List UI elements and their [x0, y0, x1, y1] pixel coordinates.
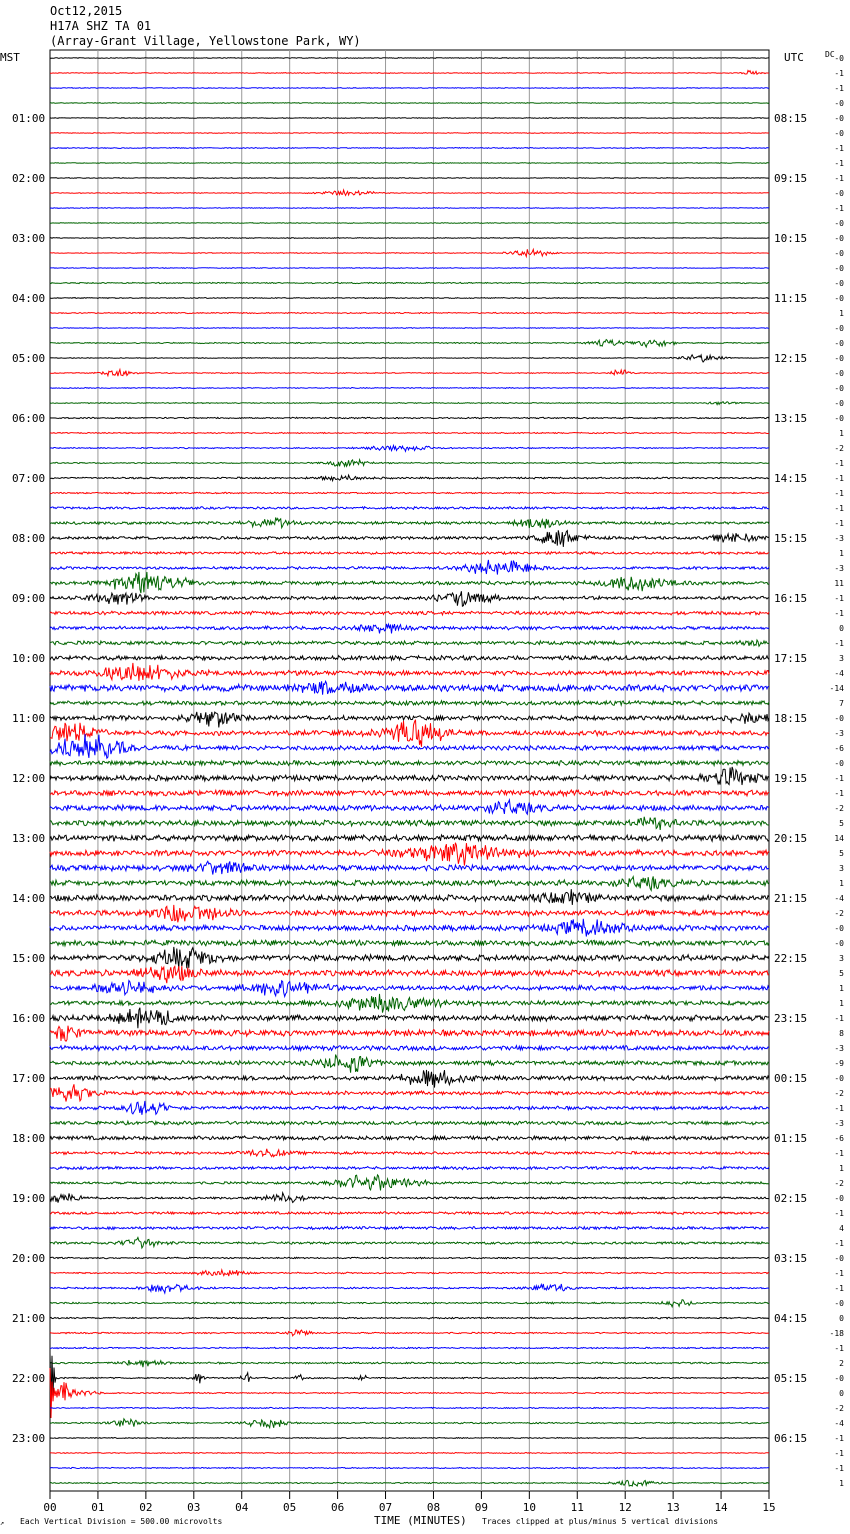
- dc-offset-label: -0: [834, 264, 844, 273]
- trace-row: [50, 1467, 769, 1468]
- dc-offset-label: -0: [834, 129, 844, 138]
- trace-row: [50, 552, 769, 555]
- right-time-label: 16:15: [774, 592, 808, 605]
- dc-offset-label: -6: [834, 744, 844, 753]
- left-time-label: 04:00: [12, 292, 46, 305]
- footer-corner-mark: ↗: [0, 1519, 5, 1527]
- dc-offset-label: 1: [839, 429, 844, 438]
- trace-row: [50, 947, 769, 968]
- trace-row: [50, 994, 769, 1013]
- header-station: H17A SHZ TA 01: [50, 19, 152, 33]
- trace-row: [50, 355, 769, 362]
- trace-row: [50, 640, 769, 646]
- trace-row: [50, 1360, 769, 1367]
- trace-row: [50, 1101, 769, 1115]
- dc-offset-label: -0: [834, 924, 844, 933]
- dc-offset-label: -0: [834, 1194, 844, 1203]
- trace-row: [50, 681, 769, 694]
- dc-offset-label: 5: [839, 849, 844, 858]
- dc-offset-label: -0: [834, 294, 844, 303]
- dc-offset-label: -1: [834, 1269, 844, 1278]
- trace-row: [50, 282, 769, 283]
- trace-row: [50, 1330, 769, 1336]
- trace-row: [50, 103, 769, 104]
- trace-row: [50, 1347, 769, 1349]
- trace-row: [50, 611, 769, 615]
- right-time-label: 11:15: [774, 292, 808, 305]
- dc-offset-label: -0: [834, 714, 844, 723]
- dc-offset-label: -3: [834, 534, 844, 543]
- trace-row: [50, 1026, 769, 1042]
- trace-row: [50, 460, 769, 467]
- dc-offset-label: -9: [834, 1059, 844, 1068]
- trace-row: [50, 1055, 769, 1073]
- dc-offset-label: -1: [834, 1344, 844, 1353]
- x-tick-label: 13: [666, 1501, 680, 1514]
- dc-offset-label: -1: [834, 1149, 844, 1158]
- right-time-label: 08:15: [774, 112, 808, 125]
- trace-row: [50, 446, 769, 452]
- left-time-label: 12:00: [12, 772, 46, 785]
- left-time-label: 13:00: [12, 832, 46, 845]
- trace-row: [50, 800, 769, 814]
- left-time-label: 21:00: [12, 1312, 46, 1325]
- trace-row: [50, 1480, 769, 1486]
- dc-offset-label: -1: [834, 789, 844, 798]
- dc-label: DC: [825, 50, 835, 59]
- trace-row: [50, 1008, 769, 1028]
- dc-offset-label: 2: [839, 1359, 844, 1368]
- dc-offset-label: -0: [834, 759, 844, 768]
- chart-labels: [12, 54, 844, 1514]
- trace-row: [50, 133, 769, 134]
- trace-row: [50, 148, 769, 149]
- dc-offset-label: -4: [834, 669, 844, 678]
- right-time-label: 09:15: [774, 172, 808, 185]
- dc-offset-label: -14: [829, 684, 844, 693]
- left-time-label: 14:00: [12, 892, 46, 905]
- trace-row: [50, 1084, 769, 1101]
- x-tick-label: 15: [762, 1501, 776, 1514]
- dc-offset-label: 7: [839, 699, 844, 708]
- dc-offset-label: -1: [834, 159, 844, 168]
- trace-row: [50, 1149, 769, 1157]
- dc-offset-label: -1: [834, 1449, 844, 1458]
- left-time-label: 10:00: [12, 652, 46, 665]
- trace-row: [50, 208, 769, 209]
- dc-offset-label: -1: [834, 1284, 844, 1293]
- right-time-label: 23:15: [774, 1012, 808, 1025]
- dc-offset-label: 3: [839, 954, 844, 963]
- dc-offset-label: -3: [834, 1119, 844, 1128]
- right-time-label: 13:15: [774, 412, 808, 425]
- trace-row: [50, 1284, 769, 1293]
- trace-row: [50, 238, 769, 239]
- trace-row: [50, 663, 769, 681]
- left-time-label: 05:00: [12, 352, 46, 365]
- trace-row: [50, 1300, 769, 1307]
- dc-offset-label: -1: [834, 174, 844, 183]
- dc-offset-label: -1: [834, 594, 844, 603]
- dc-offset-label: 1: [839, 999, 844, 1008]
- header-date: Oct12,2015: [50, 4, 123, 18]
- trace-row: [50, 475, 769, 481]
- dc-offset-label: 3: [839, 864, 844, 873]
- x-tick-label: 00: [43, 1501, 57, 1514]
- x-tick-label: 06: [330, 1501, 345, 1514]
- trace-row: [50, 190, 769, 195]
- trace-row: [50, 905, 769, 922]
- dc-offset-label: 1: [839, 984, 844, 993]
- left-time-label: 11:00: [12, 712, 46, 725]
- footer-scale-note: Each Vertical Division = 500.00 microvolts: [20, 1517, 223, 1526]
- dc-offset-label: -0: [834, 234, 844, 243]
- left-time-label: 02:00: [12, 172, 46, 185]
- dc-offset-label: -0: [834, 189, 844, 198]
- trace-row: [50, 249, 769, 256]
- trace-row: [50, 1407, 769, 1408]
- plot-frame: [50, 50, 769, 1491]
- right-time-label: 00:15: [774, 1072, 808, 1085]
- left-time-label: 19:00: [12, 1192, 46, 1205]
- trace-row: [50, 1070, 769, 1088]
- dc-offset-label: -1: [834, 204, 844, 213]
- dc-offset-label: -4: [834, 1419, 844, 1428]
- dc-offset-label: 0: [839, 624, 844, 633]
- right-time-label: 15:15: [774, 532, 808, 545]
- dc-offset-label: -0: [834, 249, 844, 258]
- dc-offset-label: -3: [834, 1044, 844, 1053]
- trace-row: [50, 178, 769, 179]
- trace-row: [50, 328, 769, 329]
- dc-offset-label: -1: [834, 144, 844, 153]
- dc-offset-label: -0: [834, 114, 844, 123]
- dc-offset-label: -1: [834, 639, 844, 648]
- dc-offset-label: -0: [834, 1074, 844, 1083]
- dc-offset-label: -2: [834, 909, 844, 918]
- trace-row: [50, 88, 769, 89]
- trace-row: [50, 298, 769, 299]
- trace-row: [50, 312, 769, 313]
- trace-row: [50, 71, 769, 75]
- trace-row: [50, 388, 769, 389]
- trace-row: [50, 761, 769, 766]
- dc-offset-label: -1: [834, 1104, 844, 1113]
- right-time-label: 05:15: [774, 1372, 808, 1385]
- trace-row: [50, 1317, 769, 1319]
- dc-offset-label: 5: [839, 819, 844, 828]
- left-time-label: 08:00: [12, 532, 46, 545]
- dc-offset-label: -2: [834, 804, 844, 813]
- dc-offset-label: -0: [834, 414, 844, 423]
- trace-row: [50, 1227, 769, 1230]
- trace-row: [50, 1046, 769, 1051]
- x-tick-label: 05: [283, 1501, 297, 1514]
- left-time-label: 23:00: [12, 1432, 46, 1445]
- dc-offset-label: -1: [834, 489, 844, 498]
- dc-offset-label: -1: [834, 474, 844, 483]
- dc-offset-label: 3: [839, 654, 844, 663]
- trace-row: [50, 720, 769, 747]
- dc-offset-label: -4: [834, 894, 844, 903]
- trace-row: [50, 591, 769, 606]
- left-time-label: 15:00: [12, 952, 46, 965]
- left-time-label: 01:00: [12, 112, 46, 125]
- dc-offset-label: 1: [839, 1479, 844, 1488]
- x-tick-label: 01: [91, 1501, 105, 1514]
- dc-offset-label: 14: [834, 834, 844, 843]
- dc-offset-label: -2: [834, 1179, 844, 1188]
- x-tick-label: 02: [139, 1501, 153, 1514]
- x-tick-label: 10: [522, 1501, 536, 1514]
- dc-offset-label: -0: [834, 1299, 844, 1308]
- right-time-label: 17:15: [774, 652, 808, 665]
- left-time-label: 06:00: [12, 412, 46, 425]
- trace-row: [50, 835, 769, 841]
- trace-row: [50, 58, 769, 59]
- trace-row: [50, 940, 769, 946]
- trace-row: [50, 1167, 769, 1170]
- dc-offset-label: -6: [834, 1134, 844, 1143]
- trace-row: [50, 966, 769, 983]
- left-time-label: 09:00: [12, 592, 46, 605]
- dc-offset-label: -1: [834, 1239, 844, 1248]
- trace-row: [50, 861, 769, 874]
- dc-offset-label: -1: [834, 69, 844, 78]
- left-time-label: 03:00: [12, 232, 46, 245]
- trace-row: [50, 492, 769, 494]
- trace-row: [50, 223, 769, 224]
- trace-row: [50, 1368, 769, 1418]
- right-axis-label: UTC: [784, 51, 804, 64]
- x-axis-title: TIME (MINUTES): [374, 1514, 467, 1527]
- trace-row: [50, 1121, 769, 1125]
- dc-offset-label: -2: [834, 444, 844, 453]
- dc-offset-label: -0: [834, 384, 844, 393]
- dc-offset-label: -0: [834, 219, 844, 228]
- trace-row: [50, 432, 769, 433]
- dc-offset-label: -0: [834, 279, 844, 288]
- trace-row: [50, 1212, 769, 1215]
- x-tick-label: 11: [570, 1501, 584, 1514]
- right-time-label: 02:15: [774, 1192, 808, 1205]
- right-time-label: 06:15: [774, 1432, 808, 1445]
- chart-traces: [50, 58, 769, 1487]
- trace-row: [50, 1438, 769, 1439]
- trace-row: [50, 507, 769, 510]
- trace-row: [50, 817, 769, 830]
- left-time-label: 22:00: [12, 1372, 46, 1385]
- dc-offset-label: 11: [834, 579, 844, 588]
- trace-row: [50, 767, 769, 785]
- x-tick-label: 03: [187, 1501, 201, 1514]
- dc-offset-label: -0: [834, 1374, 844, 1383]
- left-time-label: 17:00: [12, 1072, 46, 1085]
- right-time-label: 14:15: [774, 472, 808, 485]
- x-tick-label: 04: [235, 1501, 249, 1514]
- dc-offset-label: -0: [834, 369, 844, 378]
- trace-row: [50, 560, 769, 575]
- dc-offset-label: 8: [839, 1029, 844, 1038]
- trace-row: [50, 518, 769, 529]
- footer-clip-note: Traces clipped at plus/minus 5 vertical divisions: [482, 1517, 719, 1526]
- trace-row: [50, 402, 769, 405]
- dc-offset-label: -1: [834, 609, 844, 618]
- dc-offset-label: -0: [834, 1254, 844, 1263]
- trace-row: [50, 572, 769, 593]
- right-time-label: 10:15: [774, 232, 808, 245]
- dc-offset-label: -0: [834, 99, 844, 108]
- right-time-label: 22:15: [774, 952, 808, 965]
- trace-row: [50, 876, 769, 890]
- dc-offset-label: -1: [834, 1434, 844, 1443]
- dc-offset-label: -1: [834, 519, 844, 528]
- dc-offset-label: 1: [839, 879, 844, 888]
- dc-offset-label: -0: [834, 399, 844, 408]
- header-location: (Array-Grant Village, Yellowstone Park, WY): [50, 34, 361, 48]
- dc-offset-label: 0: [839, 1389, 844, 1398]
- right-time-label: 18:15: [774, 712, 808, 725]
- trace-row: [50, 1175, 769, 1191]
- trace-row: [50, 530, 769, 547]
- dc-offset-label: 0: [839, 1314, 844, 1323]
- trace-row: [50, 417, 769, 418]
- trace-row: [50, 118, 769, 119]
- x-tick-label: 09: [474, 1501, 489, 1514]
- trace-row: [50, 734, 769, 758]
- dc-offset-label: -2: [834, 1404, 844, 1413]
- trace-row: [50, 889, 769, 905]
- trace-row: [50, 163, 769, 164]
- trace-row: [50, 1453, 769, 1454]
- trace-row: [50, 919, 769, 937]
- dc-offset-label: -0: [834, 939, 844, 948]
- right-time-label: 12:15: [774, 352, 808, 365]
- left-time-label: 16:00: [12, 1012, 46, 1025]
- left-time-label: 07:00: [12, 472, 46, 485]
- dc-offset-label: -1: [834, 504, 844, 513]
- dc-offset-label: -2: [834, 1089, 844, 1098]
- dc-offset-label: -1: [834, 1464, 844, 1473]
- dc-offset-label: 4: [839, 1224, 844, 1233]
- x-tick-label: 07: [378, 1501, 393, 1514]
- trace-row: [50, 1257, 769, 1259]
- dc-offset-label: 5: [839, 969, 844, 978]
- left-axis-label: MST: [0, 51, 20, 64]
- dc-offset-label: -1: [834, 1209, 844, 1218]
- right-time-label: 04:15: [774, 1312, 808, 1325]
- dc-offset-label: -0: [834, 324, 844, 333]
- dc-offset-label: -3: [834, 729, 844, 738]
- right-time-label: 19:15: [774, 772, 808, 785]
- trace-row: [50, 370, 769, 377]
- x-tick-label: 12: [618, 1501, 632, 1514]
- trace-row: [50, 712, 769, 728]
- dc-offset-label: -1: [834, 84, 844, 93]
- trace-row: [50, 1238, 769, 1249]
- right-time-label: 20:15: [774, 832, 808, 845]
- right-time-label: 01:15: [774, 1132, 808, 1145]
- chart-grid: [50, 50, 769, 1491]
- dc-offset-label: -0: [834, 339, 844, 348]
- trace-row: [50, 1270, 769, 1276]
- dc-offset-label: 1: [839, 309, 844, 318]
- dc-offset-label: -1: [834, 1014, 844, 1023]
- dc-offset-label: -3: [834, 564, 844, 573]
- trace-row: [50, 340, 769, 348]
- trace-row: [50, 843, 769, 866]
- trace-row: [50, 1353, 769, 1403]
- dc-offset-label: -1: [834, 774, 844, 783]
- dc-offset-label: 1: [839, 549, 844, 558]
- trace-row: [50, 1419, 769, 1428]
- trace-row: [50, 656, 769, 661]
- left-time-label: 18:00: [12, 1132, 46, 1145]
- dc-offset-label: -1: [834, 459, 844, 468]
- left-time-label: 20:00: [12, 1252, 46, 1265]
- trace-row: [50, 268, 769, 269]
- x-tick-label: 14: [714, 1501, 728, 1514]
- trace-row: [50, 981, 769, 997]
- trace-row: [50, 1136, 769, 1140]
- dc-offset-label: -0: [834, 54, 844, 63]
- dc-offset-label: 1: [839, 1164, 844, 1173]
- right-time-label: 21:15: [774, 892, 808, 905]
- right-time-label: 03:15: [774, 1252, 808, 1265]
- trace-row: [50, 1193, 769, 1203]
- trace-row: [50, 624, 769, 634]
- x-tick-label: 08: [426, 1501, 441, 1514]
- dc-offset-label: -18: [829, 1329, 844, 1338]
- dc-offset-label: -0: [834, 354, 844, 363]
- trace-row: [50, 790, 769, 796]
- trace-row: [50, 701, 769, 706]
